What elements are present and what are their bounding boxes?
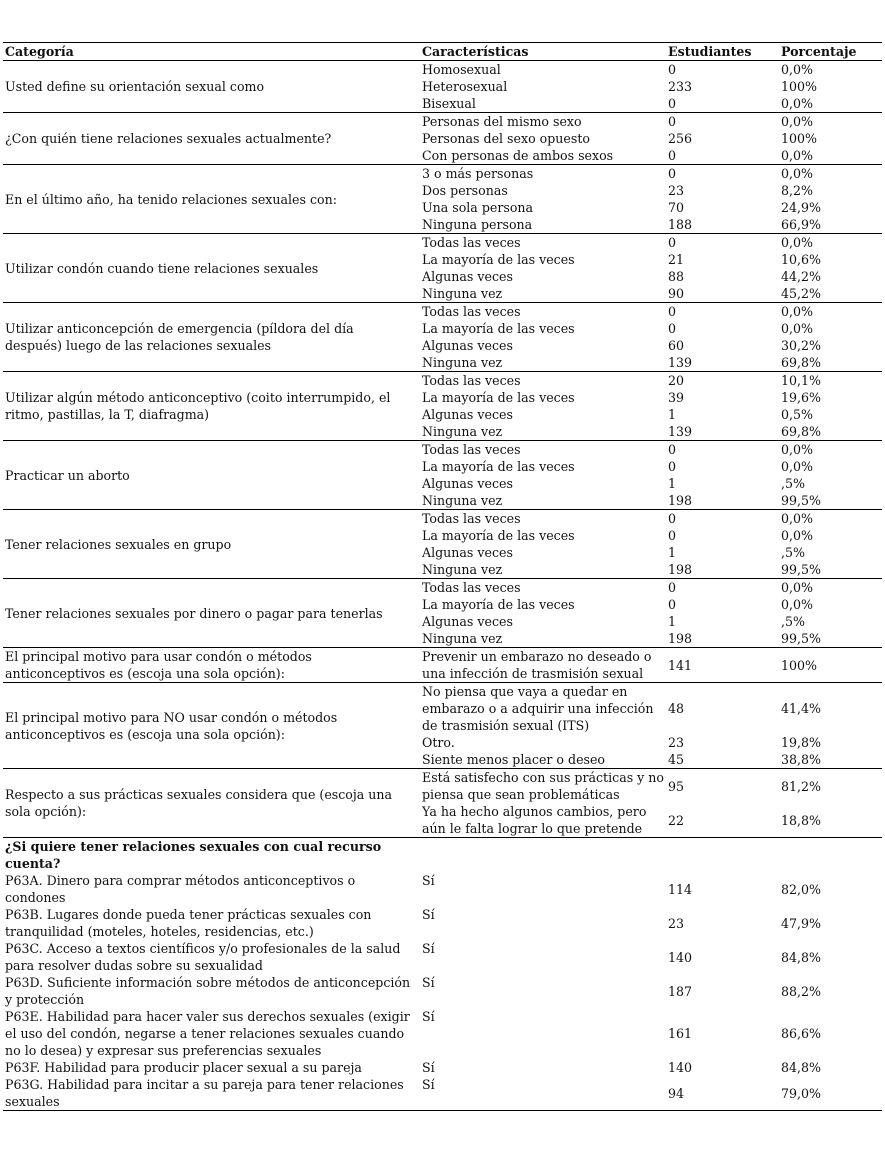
category-cell: Utilizar condón cuando tiene relaciones sexuales (3, 234, 420, 303)
characteristic-cell: Algunas veces (422, 614, 513, 629)
students-cell: 139 (668, 355, 693, 370)
category-cell: El principal motivo para usar condón o métodos anticonceptivos es (escoja una sola opción): (3, 648, 420, 683)
students-cell: 198 (668, 562, 693, 577)
resource-row (3, 940, 882, 974)
resource-label: P63A. Dinero para comprar métodos anticonceptivos o condones (5, 873, 356, 905)
table-row (3, 510, 882, 528)
students-cell: 198 (668, 631, 693, 646)
characteristic-cell: La mayoría de las veces (422, 252, 575, 267)
resource-percentage: 79,0% (779, 1076, 882, 1111)
characteristic-cell: Todas las veces (420, 510, 666, 528)
percentage-cell: 19,6% (781, 390, 822, 405)
percentage-cell: 0,0% (779, 441, 882, 459)
percentage-cell: 0,0% (779, 579, 882, 597)
resource-students: 23 (668, 915, 685, 931)
table-row (3, 648, 882, 683)
characteristic-cell: Todas las veces (420, 372, 666, 390)
students-cell: 0 (666, 61, 779, 79)
characteristic-cell: Dos personas (422, 183, 508, 198)
resource-answer: Sí (422, 1009, 435, 1024)
category-cell: Usted define su orientación sexual como (3, 61, 420, 113)
characteristic-cell: Homosexual (420, 61, 666, 79)
resource-students: 140 (668, 949, 693, 965)
percentage-cell: 69,8% (781, 424, 822, 439)
percentage-cell: 38,8% (781, 752, 822, 767)
resource-label: P63G. Habilidad para incitar a su pareja para tener relaciones sexuales (3, 1076, 420, 1111)
resource-row (3, 906, 882, 940)
percentage-cell: 44,2% (781, 269, 822, 284)
resource-label: P63F. Habilidad para producir placer sexual a su pareja (5, 1060, 362, 1075)
students-cell: 45 (668, 752, 685, 767)
table-row (3, 683, 882, 735)
characteristic-cell: Algunas veces (422, 407, 513, 422)
percentage-cell: 0,0% (779, 303, 882, 321)
table-row (3, 579, 882, 597)
students-cell: 256 (668, 131, 693, 146)
characteristic-cell: Personas del mismo sexo (420, 113, 666, 131)
resource-label: P63D. Suficiente información sobre métodos de anticoncepción y protección (5, 975, 411, 1007)
characteristic-cell: Ninguna persona (422, 217, 533, 232)
category-cell: Utilizar anticoncepción de emergencia (píldora del día después) luego de las relaciones sexuales (3, 303, 420, 372)
header-categoria: Categoría (3, 43, 420, 61)
percentage-cell: 0,0% (781, 321, 813, 336)
resource-students: 114 (668, 881, 693, 897)
characteristic-cell: Con personas de ambos sexos (422, 148, 614, 163)
students-cell: 39 (668, 390, 685, 405)
students-cell: 1 (668, 614, 677, 629)
resource-row (3, 974, 882, 1008)
resource-label: P63C. Acceso a textos científicos y/o profesionales de la salud para resolver dudas sobre su sexualidad (5, 941, 401, 973)
percentage-cell: 41,4% (779, 683, 882, 735)
percentage-cell: 0,0% (781, 459, 813, 474)
empty-cell (666, 838, 779, 873)
characteristic-cell: Otro. (422, 735, 455, 750)
table-row (3, 303, 882, 321)
students-cell: 23 (668, 735, 685, 750)
table-row (3, 441, 882, 459)
resource-row (3, 872, 882, 906)
percentage-cell: 24,9% (781, 200, 822, 215)
table-row (3, 61, 882, 79)
header-row (3, 43, 882, 61)
students-cell: 70 (668, 200, 685, 215)
students-cell: 48 (666, 683, 779, 735)
characteristic-cell: La mayoría de las veces (422, 390, 575, 405)
students-cell: 0 (668, 148, 677, 163)
students-cell: 0 (666, 303, 779, 321)
header-caracteristicas: Características (420, 43, 666, 61)
students-cell: 139 (668, 424, 693, 439)
students-cell: 188 (668, 217, 693, 232)
resource-percentage: 47,9% (781, 915, 822, 931)
characteristic-cell: Ninguna vez (422, 286, 503, 301)
percentage-cell: ,5% (781, 476, 805, 491)
percentage-cell: 10,6% (781, 252, 822, 267)
resources-heading: ¿Si quiere tener relaciones sexuales con cual recurso cuenta? (3, 838, 420, 873)
students-cell: 198 (668, 493, 693, 508)
resources-heading-row (3, 838, 882, 873)
resource-percentage: 88,2% (781, 983, 822, 999)
resource-row (3, 1008, 882, 1059)
table-row (3, 234, 882, 252)
characteristic-cell: Algunas veces (422, 545, 513, 560)
percentage-cell: 8,2% (781, 183, 813, 198)
percentage-cell: 69,8% (781, 355, 822, 370)
resource-row (3, 1076, 882, 1111)
students-cell: 95 (666, 769, 779, 804)
percentage-cell: 45,2% (781, 286, 822, 301)
resource-label: P63B. Lugares donde pueda tener prácticas sexuales con tranquilidad (moteles, hoteles, residencias, etc.) (5, 907, 372, 939)
resource-students: 187 (668, 983, 693, 999)
characteristic-cell: Ninguna vez (422, 424, 503, 439)
percentage-cell: 0,0% (779, 510, 882, 528)
characteristic-cell: Heterosexual (422, 79, 508, 94)
percentage-cell: 19,8% (781, 735, 822, 750)
percentage-cell: 0,0% (779, 113, 882, 131)
characteristic-cell: Prevenir un embarazo no deseado o una infección de trasmisión sexual (420, 648, 666, 683)
characteristic-cell: La mayoría de las veces (422, 321, 575, 336)
students-cell: 0 (668, 528, 677, 543)
resource-answer: Sí (422, 873, 435, 888)
characteristic-cell: Ninguna vez (422, 355, 503, 370)
category-cell: ¿Con quién tiene relaciones sexuales actualmente? (3, 113, 420, 165)
resource-answer: Sí (422, 941, 435, 956)
category-cell: El principal motivo para NO usar condón o métodos anticonceptivos es (escoja una sola opción): (3, 683, 420, 769)
characteristic-cell: Algunas veces (422, 338, 513, 353)
students-cell: 233 (668, 79, 693, 94)
percentage-cell: 18,8% (781, 812, 822, 828)
resource-answer: Sí (422, 1060, 435, 1075)
table-row (3, 113, 882, 131)
students-cell: 0 (668, 597, 677, 612)
table-row (3, 165, 882, 183)
students-cell: 88 (668, 269, 685, 284)
category-cell: Tener relaciones sexuales por dinero o pagar para tenerlas (3, 579, 420, 648)
characteristic-cell: Algunas veces (422, 269, 513, 284)
resource-answer: Sí (422, 907, 435, 922)
percentage-cell: 100% (781, 79, 818, 94)
characteristic-cell: Algunas veces (422, 476, 513, 491)
resource-percentage: 84,8% (781, 949, 822, 965)
students-cell: 0 (666, 579, 779, 597)
table-row (3, 372, 882, 390)
category-cell: Practicar un aborto (3, 441, 420, 510)
percentage-cell: 99,5% (781, 631, 822, 646)
characteristic-cell: Todas las veces (420, 579, 666, 597)
percentage-cell: 0,0% (781, 96, 813, 111)
resource-students: 161 (668, 1026, 693, 1041)
students-cell: 0 (666, 441, 779, 459)
category-cell: Tener relaciones sexuales en grupo (3, 510, 420, 579)
percentage-cell: 66,9% (781, 217, 822, 232)
students-cell: 0 (666, 165, 779, 183)
characteristic-cell: Siente menos placer o deseo (422, 752, 606, 767)
percentage-cell: ,5% (781, 614, 805, 629)
characteristic-cell: Ya ha hecho algunos cambios, pero aún le falta lograr lo que pretende (422, 804, 647, 836)
empty-cell (420, 838, 666, 873)
students-cell: 1 (668, 407, 677, 422)
characteristic-cell: Ninguna vez (422, 631, 503, 646)
percentage-cell: 100% (779, 648, 882, 683)
students-cell: 1 (668, 476, 677, 491)
characteristic-cell: No piensa que vaya a quedar en embarazo o a adquirir una infección de trasmisión sexual (ITS) (420, 683, 666, 735)
characteristic-cell: Ninguna vez (422, 562, 503, 577)
percentage-cell: 0,0% (779, 61, 882, 79)
survey-table (3, 42, 882, 1111)
empty-cell (779, 838, 882, 873)
characteristic-cell: Bisexual (422, 96, 476, 111)
students-cell: 0 (666, 510, 779, 528)
characteristic-cell: La mayoría de las veces (422, 459, 575, 474)
students-cell: 21 (668, 252, 685, 267)
percentage-cell: 99,5% (781, 562, 822, 577)
students-cell: 60 (668, 338, 685, 353)
resource-students: 140 (668, 1060, 693, 1075)
characteristic-cell: Ninguna vez (422, 493, 503, 508)
students-cell: 0 (666, 113, 779, 131)
characteristic-cell: Todas las veces (420, 303, 666, 321)
resource-row (3, 1059, 882, 1076)
students-cell: 23 (668, 183, 685, 198)
students-cell: 141 (666, 648, 779, 683)
characteristic-cell: Está satisfecho con sus prácticas y no piensa que sean problemáticas (420, 769, 666, 804)
resource-answer: Sí (422, 975, 435, 990)
students-cell: 0 (666, 234, 779, 252)
students-cell: 0 (668, 96, 677, 111)
percentage-cell: 0,0% (781, 597, 813, 612)
students-cell: 20 (666, 372, 779, 390)
students-cell: 0 (668, 321, 677, 336)
percentage-cell: 0,0% (781, 148, 813, 163)
resource-percentage: 84,8% (781, 1060, 822, 1075)
students-cell: 0 (668, 459, 677, 474)
percentage-cell: 0,0% (779, 165, 882, 183)
characteristic-cell: La mayoría de las veces (422, 597, 575, 612)
category-cell: Respecto a sus prácticas sexuales considera que (escoja una sola opción): (3, 769, 420, 838)
students-cell: 90 (668, 286, 685, 301)
percentage-cell: 0,5% (781, 407, 813, 422)
resource-percentage: 82,0% (781, 881, 822, 897)
category-cell: En el último año, ha tenido relaciones sexuales con: (3, 165, 420, 234)
percentage-cell: 81,2% (779, 769, 882, 804)
percentage-cell: 0,0% (781, 528, 813, 543)
percentage-cell: ,5% (781, 545, 805, 560)
percentage-cell: 30,2% (781, 338, 822, 353)
characteristic-cell: Personas del sexo opuesto (422, 131, 590, 146)
header-estudiantes: Estudiantes (666, 43, 779, 61)
characteristic-cell: Todas las veces (420, 441, 666, 459)
resource-percentage: 86,6% (781, 1026, 822, 1041)
percentage-cell: 99,5% (781, 493, 822, 508)
characteristic-cell: La mayoría de las veces (422, 528, 575, 543)
header-porcentaje: Porcentaje (779, 43, 882, 61)
table-row (3, 769, 882, 804)
characteristic-cell: Todas las veces (420, 234, 666, 252)
students-cell: 1 (668, 545, 677, 560)
characteristic-cell: 3 o más personas (420, 165, 666, 183)
resource-label: P63E. Habilidad para hacer valer sus derechos sexuales (exigir el uso del condón, negarse a tener relaciones sexuales cuando no lo desea) y expresar sus preferencias sexuales (5, 1009, 410, 1058)
percentage-cell: 100% (781, 131, 818, 146)
characteristic-cell: Una sola persona (422, 200, 534, 215)
percentage-cell: 10,1% (779, 372, 882, 390)
percentage-cell: 0,0% (779, 234, 882, 252)
resource-answer: Sí (420, 1076, 666, 1111)
resource-students: 94 (666, 1076, 779, 1111)
category-cell: Utilizar algún método anticonceptivo (coito interrumpido, el ritmo, pastillas, la T, diafragma) (3, 372, 420, 441)
students-cell: 22 (668, 812, 685, 828)
